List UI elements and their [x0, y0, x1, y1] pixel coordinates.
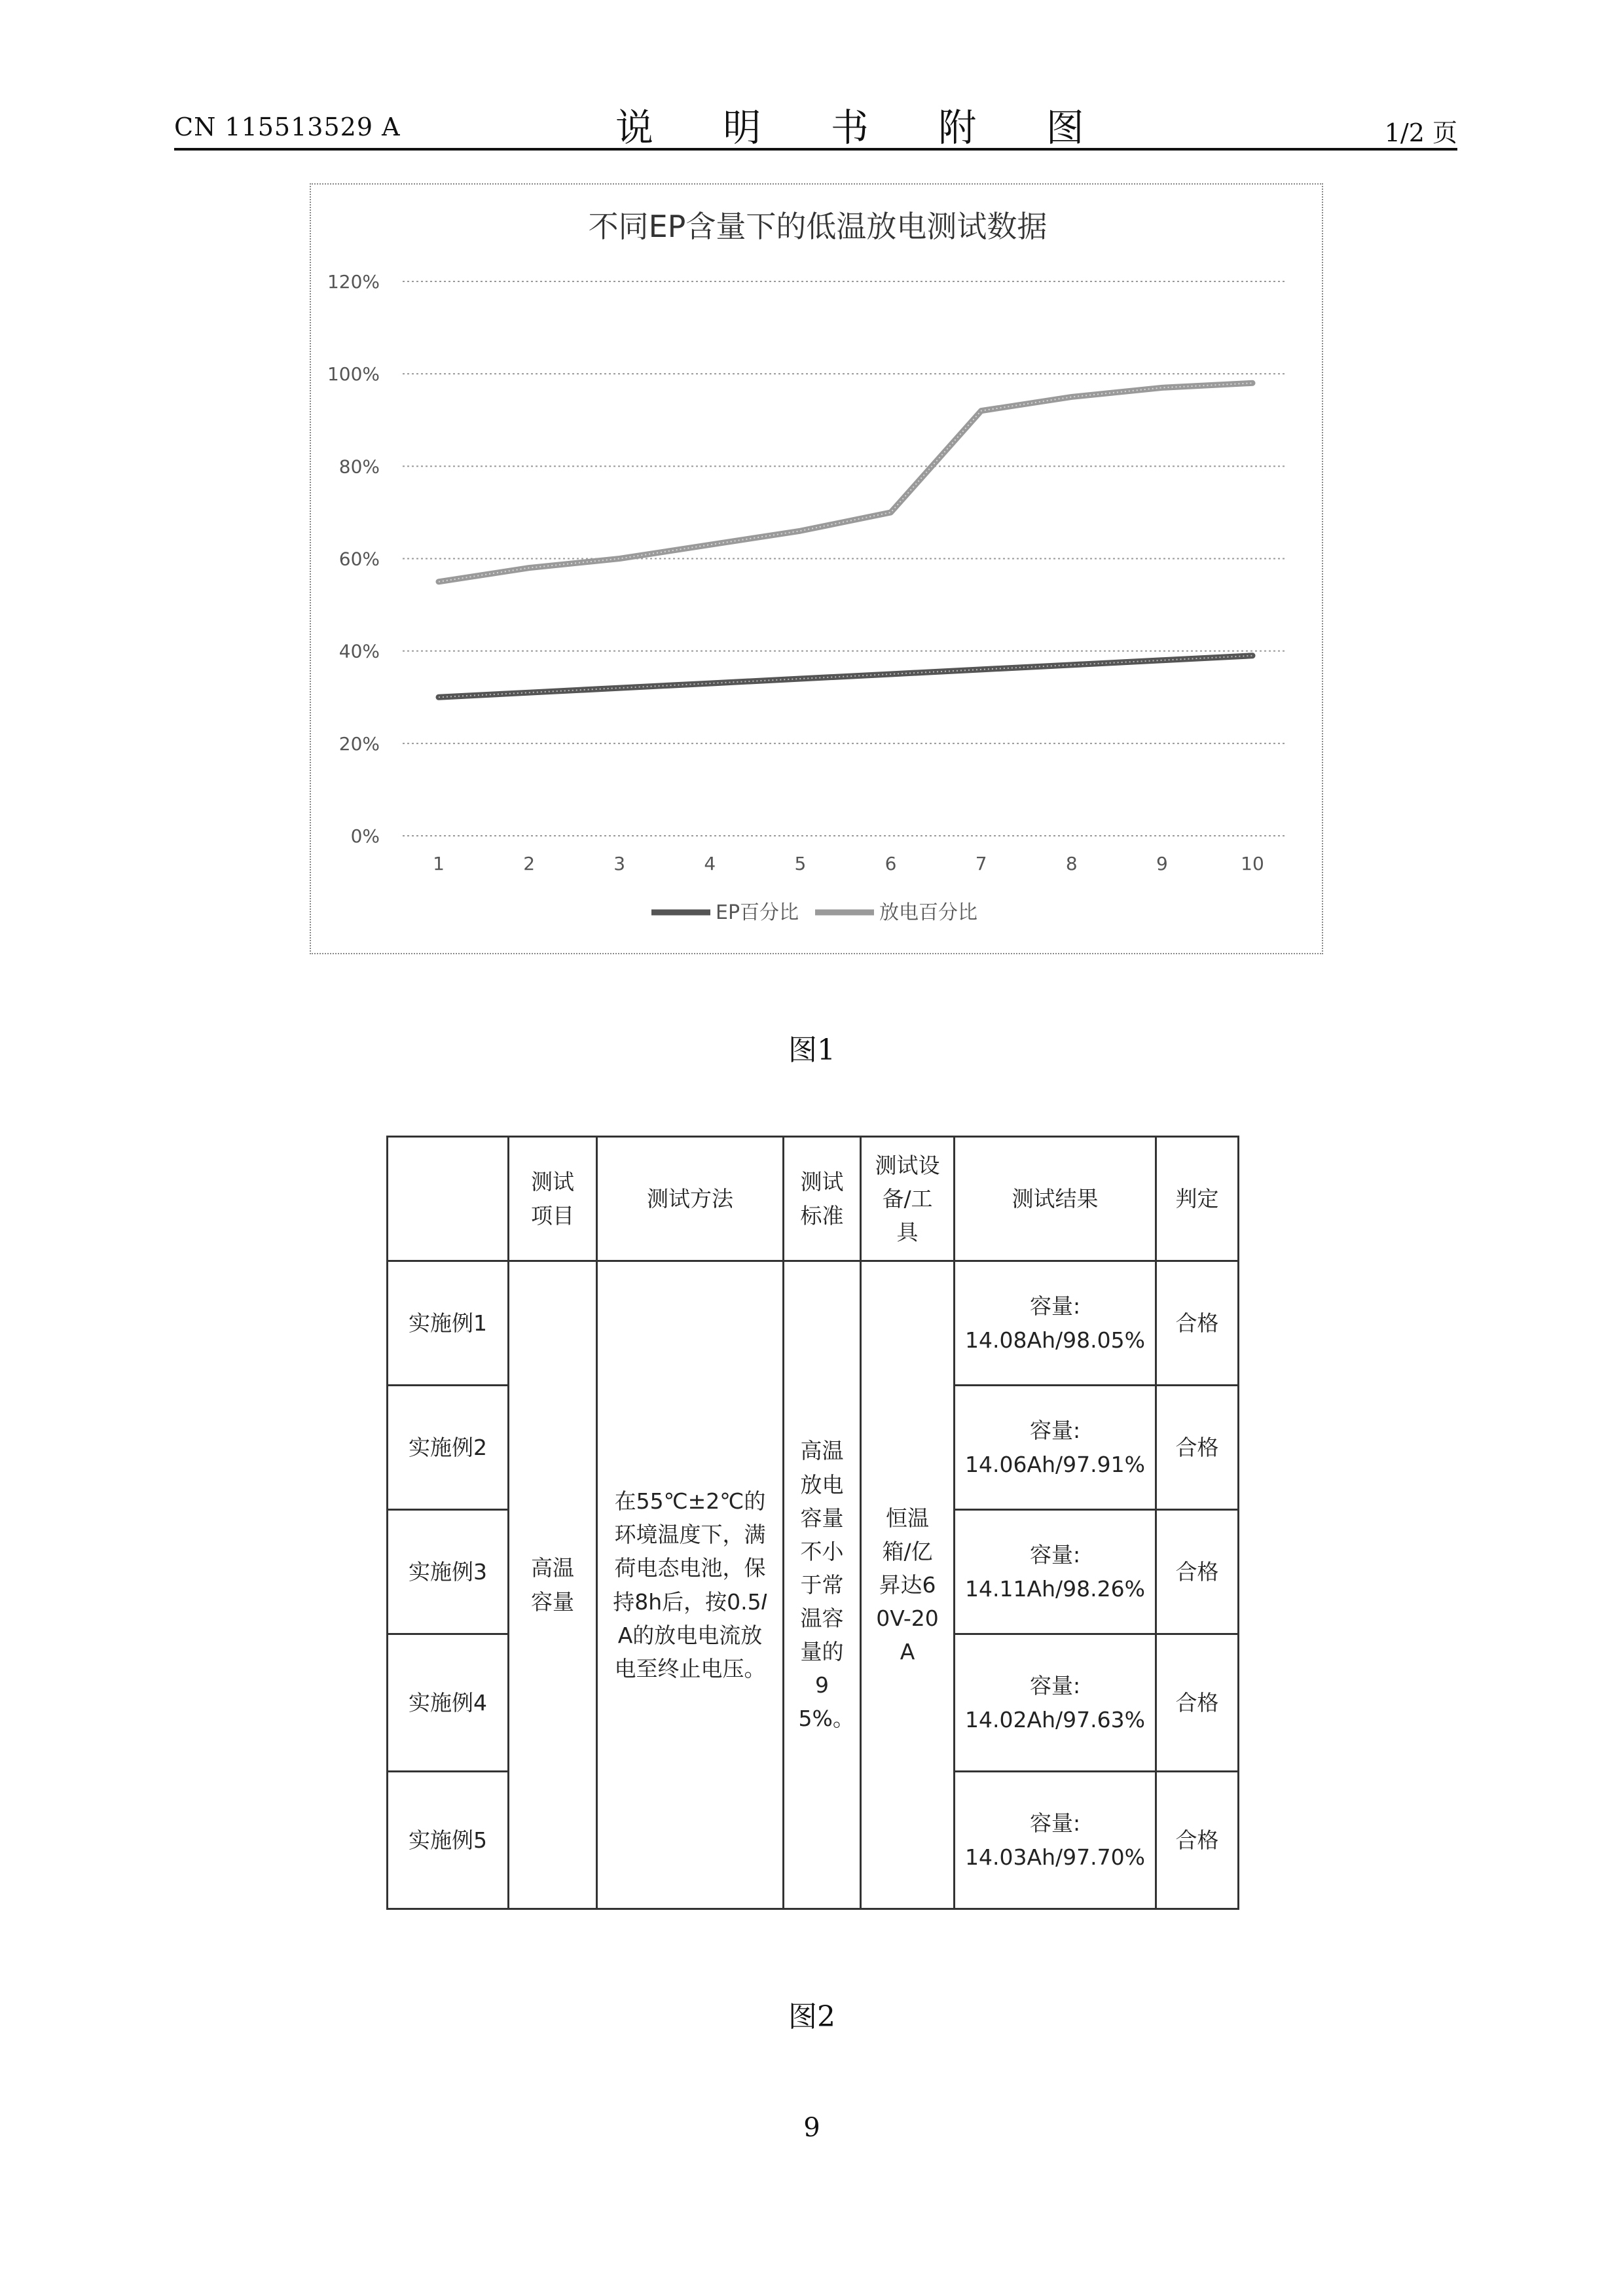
result-cell [955, 1510, 1156, 1634]
verdict-cell: 合格 [1156, 1510, 1239, 1634]
header-cell [784, 1137, 861, 1261]
page-number: 9 [803, 2113, 820, 2143]
page-of-indicator: 1/2 页 [1384, 118, 1457, 147]
y-tick-label: 0% [350, 825, 380, 847]
header-cell: 判定 [1156, 1137, 1239, 1261]
row-label: 实施例5 [388, 1772, 509, 1909]
x-tick-label: 5 [794, 853, 807, 874]
legend-label-1: EP百分比 [716, 901, 799, 924]
test-standard-cell [784, 1261, 861, 1909]
test-equipment-text: 恒温箱/亿昇达60V-20A [876, 1505, 939, 1665]
row-label: 实施例1 [388, 1261, 509, 1386]
result-cell [955, 1772, 1156, 1909]
result-value: 14.03Ah/97.70% [965, 1844, 1145, 1870]
header-cell [861, 1137, 955, 1261]
header-test-item: 测试项目 [531, 1169, 574, 1229]
x-tick-label: 3 [613, 853, 626, 874]
x-tick-label: 9 [1156, 853, 1168, 874]
result-value: 14.02Ah/97.63% [965, 1706, 1145, 1732]
line-chart [311, 185, 1324, 956]
table-header-row [388, 1137, 1239, 1261]
test-method-text: 在55℃±2℃的环境温度下，满荷电态电池，保持8h后，按0.5𝐼A的放电电流放电至终止电压。 [613, 1488, 767, 1681]
result-label: 容量: [1029, 1293, 1081, 1319]
header-cell: 测试方法 [597, 1137, 784, 1261]
row-label: 实施例3 [388, 1510, 509, 1634]
verdict-cell: 合格 [1156, 1386, 1239, 1510]
y-tick-label: 80% [338, 456, 380, 478]
result-value: 14.06Ah/97.91% [965, 1451, 1145, 1477]
x-tick-label: 2 [523, 853, 536, 874]
y-tick-label: 40% [338, 640, 380, 662]
series-line-2 [439, 383, 1252, 582]
result-label: 容量: [1029, 1673, 1081, 1699]
header-rule [174, 148, 1457, 151]
row-label: 实施例2 [388, 1386, 509, 1510]
document-number: CN 115513529 A [174, 113, 401, 141]
y-tick-label: 120% [327, 271, 380, 293]
table-row [388, 1261, 1239, 1386]
header-cell [388, 1137, 509, 1261]
result-cell [955, 1261, 1156, 1386]
verdict-cell: 合格 [1156, 1772, 1239, 1909]
result-label: 容量: [1029, 1810, 1081, 1837]
test-item-text: 高温容量 [531, 1555, 574, 1615]
x-tick-label: 6 [884, 853, 897, 874]
legend-label-2: 放电百分比 [879, 901, 977, 924]
x-tick-label: 1 [433, 853, 445, 874]
verdict-cell: 合格 [1156, 1261, 1239, 1386]
header-test-equipment: 测试设备/工具 [875, 1152, 940, 1246]
x-tick-label: 8 [1065, 853, 1078, 874]
header-test-standard: 测试标准 [800, 1169, 844, 1229]
result-label: 容量: [1029, 1418, 1081, 1444]
page-heading: 说 明 书 附 图 [615, 105, 1113, 150]
test-standard-text: 高温放电容量不小于常温容量的95%。 [798, 1438, 854, 1732]
result-cell [955, 1386, 1156, 1510]
test-method-cell [597, 1261, 784, 1909]
y-tick-label: 100% [327, 363, 380, 386]
test-item-cell [509, 1261, 597, 1909]
result-cell [955, 1634, 1156, 1772]
result-value: 14.08Ah/98.05% [965, 1327, 1145, 1353]
figure1-chart [310, 183, 1323, 954]
verdict-cell: 合格 [1156, 1634, 1239, 1772]
test-results-table [386, 1136, 1239, 1910]
test-equipment-cell [861, 1261, 955, 1909]
x-tick-label: 4 [704, 853, 716, 874]
header-cell [509, 1137, 597, 1261]
series-line-texture-2 [439, 383, 1252, 582]
header-cell: 测试结果 [955, 1137, 1156, 1261]
chart-title: 不同EP含量下的低温放电测试数据 [588, 209, 1048, 244]
row-label: 实施例4 [388, 1634, 509, 1772]
y-tick-label: 20% [338, 732, 380, 755]
figure2-caption: 图2 [788, 2000, 835, 2034]
result-value: 14.11Ah/98.26% [965, 1575, 1145, 1602]
x-tick-label: 7 [975, 853, 987, 874]
figure1-caption: 图1 [788, 1033, 835, 1067]
y-tick-label: 60% [338, 548, 380, 570]
x-tick-label: 10 [1241, 853, 1264, 874]
result-label: 容量: [1029, 1542, 1081, 1568]
